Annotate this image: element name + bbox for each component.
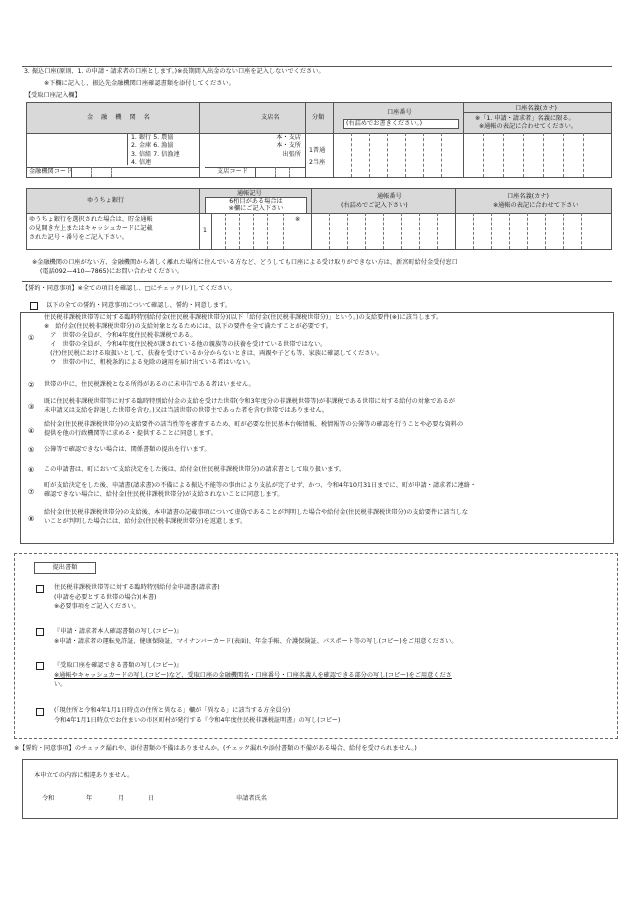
pledge-item-1: 住民税非課税世帯等に対する臨時特別給付金(住民税非課税世帯分)(以下「給付金(住民税非課税世帯分)」という。)の支給要件(※)に該当します。 ※ 給付金(住民税非課税世帯分)の支給対象となるためには、以下の要件を全て満たすことが必要です。 ア 世帯の全員が、令和4年度住民税非課税である。 イ 世帯の全員が、令和4年度住民税が課されている他の親族等の扶養を受けている世帯ではない。 (注)住民税における取扱いとして、扶養を受けているか分からないときは、両親や子ども等、家族に確認してください。 ウ 世帯の中に、租税条約による免除の適用を届け出ている者はいない。 xyxy=(44,314,443,366)
name-subheader-1: ※「1. 申請・請求者」名義に限る。 xyxy=(475,115,575,122)
doc-item-1: 住民税非課税世帯等に対する臨時特別給付金申請書(請求書) (申請を必要とする世帯の場合)(本書) ※必要事項をご記入ください。 xyxy=(54,584,220,611)
yucho-no-header: 通帳番号 xyxy=(377,193,402,200)
name-subheader-2: ※通帳の表記に合わせてください。 xyxy=(479,123,577,130)
bank-kind-4: 4. 信連 xyxy=(131,159,152,167)
branch-kind-2: 本・支所 xyxy=(276,142,301,150)
branch-kind-1: 本・支店 xyxy=(276,134,301,141)
doc-checkbox-3[interactable] xyxy=(36,662,44,670)
sign-name-label: 申請者氏名 xyxy=(236,795,267,802)
yucho-header: ゆうちょ銀行 xyxy=(87,197,125,204)
yucho-desc-1: ゆうちょ銀行を選択された場合は、貯金通帳 xyxy=(29,216,153,223)
pledge-num-4: ④ xyxy=(28,427,35,435)
pledge-item-2: 世帯の中に、住民税課税となる所得があるのに未申告である者はいません。 xyxy=(44,381,255,388)
acct-header: 口座番号 xyxy=(387,109,412,116)
doc-item-2: 『申請・請求者本人確認書類の写し(コピー)』 ※申請・請求者の運転免許証、健康保険証、マイナンバーカード(表面)、年金手帳、介護保険証、パスポート等の写し(コピー)をご用意ください。 xyxy=(54,628,458,645)
pledge-num-7: ⑦ xyxy=(28,488,35,496)
yucho-name-header: 口座名義(カナ) xyxy=(507,193,549,200)
bank-kind-3: 3. 信組 7. 信漁連 xyxy=(131,150,180,158)
sec3-label: 【受取口座記入欄】 xyxy=(25,92,81,99)
doc-checkbox-1[interactable] xyxy=(36,585,44,593)
branch-kind-3: 出張所 xyxy=(282,150,301,158)
type-current: 2当座 xyxy=(309,158,326,166)
yucho-table xyxy=(26,188,612,250)
pledge-num-1: ① xyxy=(28,334,35,342)
doc-item-3: 『受取口座を確認できる書類の写し(コピー)』 ※通帳やキャッシュカードの写し(コピー)など、受取口座の金融機関名・口座番号・口座名義人を確認できる部分の写し(コピー)をご用意くださ い。 xyxy=(54,662,452,689)
yucho-one: 1 xyxy=(203,227,207,234)
sign-text: 本申立ての内容に相違ありません。 xyxy=(34,772,134,779)
sign-year: 年 xyxy=(86,795,93,802)
yucho-name-sub: ※通帳の表記に合わせて下さい xyxy=(493,202,579,209)
kigo-sub-1: 6桁目がある場合は xyxy=(229,198,283,205)
pledge-checkbox[interactable] xyxy=(30,302,38,310)
acct-subheader: (右詰めでお書きください。) xyxy=(343,119,459,129)
sec3-title: 3. 振込口座(原則、1. の申請・請求者の口座とします。)※長期間入出金のない口座を記入しないでください。 xyxy=(24,68,325,75)
bank-kind-2: 2. 金庫 6. 漁協 xyxy=(131,142,174,150)
pledge-num-3: ③ xyxy=(28,403,35,411)
kigo-sub-2: ※欄にご記入下さい xyxy=(228,205,284,213)
pledge-confirm-text: 以下の全ての誓約・同意事項について確認し、誓約・同意します。 xyxy=(46,302,232,309)
sec3-note: ※下欄に記入し、振込先金融機関口座確認書類を添付してください。 xyxy=(44,80,235,87)
pledge-num-5: ⑤ xyxy=(28,446,35,454)
bank-kind-1: 1. 銀行 5. 農協 xyxy=(131,134,174,141)
pledge-num-8: ⑧ xyxy=(28,515,35,523)
pledge-item-4: 給付金(住民税非課税世帯分)の支給要件の該当性等を審査するため、町が必要な住民基本台帳情報、税情報等の公簿等の確認を行うことや必要な資料の 提供を他の行政機関等に求める・提供することに同意します。 xyxy=(44,421,464,437)
bank-code-label: 金融機関コード xyxy=(29,168,73,175)
doc-checkbox-2[interactable] xyxy=(36,628,44,636)
yucho-mark: ※ xyxy=(295,216,301,223)
pledge-item-7: 町が支給決定をした後、申請書(請求書)の不備による振込不能等の事由により支払が完了せず、かつ、令和4年10月31日までに、町が申請・請求者に連絡・ 確認できない場合に、給付金(住民税非課税世帯分)が支給されないことに同意します。 xyxy=(44,482,477,498)
pledge-num-2: ② xyxy=(28,381,35,389)
pledge-item-8: 給付金(住民税非課税世帯分)の支給後、本申請書の記載事項について虚偽であることが判明した場合や給付金(住民税非課税世帯分)の支給要件に該当しな いことが判明した場合には、給付金(住民税非課税世帯分)を返還します。 xyxy=(44,509,469,525)
name-header: 口座名義(カナ) xyxy=(515,105,557,112)
pledge-title: 【誓約・同意事項】※全ての項目を確認し、□にチェック(レ)してください。 xyxy=(22,285,236,292)
branch-code-label: 支店コード xyxy=(217,168,248,175)
doc-item-4: (「現住所と令和4年1月1日時点の住所と異なる」欄が「異なる」に該当する方全員分) 令和4年1月1日時点でお住まいの市区町村が発行する『令和4年度住民税非課税証明書』の写し(コピー) xyxy=(54,707,341,724)
yucho-desc-3: された記号・番号をご記入下さい。 xyxy=(29,233,128,241)
pledge-item-5: 公簿等で確認できない場合は、関係書類の提出を行います。 xyxy=(44,446,211,453)
sign-era: 令和 xyxy=(42,795,55,802)
branch-header: 支店名 xyxy=(261,114,280,121)
type-header: 分類 xyxy=(312,114,325,121)
pledge-item-6: この申請書は、町において支給決定をした後は、給付金(住民税非課税世帯分)の請求書として取り扱います。 xyxy=(44,466,346,473)
pledge-item-3: 既に住民税非課税世帯等に対する臨時特別給付金の支給を受けた世帯(令和3年度分の非課税世帯等)が非課税である世帯に対する給付の対象であるが 未申請又は支給を辞退した世帯を含む。)又は当該世帯の世帯主であった者を含む世帯ではありません。 xyxy=(44,398,455,414)
bottom-note: ※【誓約・同意事項】のチェック漏れや、添付書類の不備はありませんか。(チェック漏れや添付書類の不備がある場合、給付を受けられません。) xyxy=(14,745,417,752)
type-ordinary: 1普通 xyxy=(309,147,326,154)
sign-name-field[interactable] xyxy=(290,784,590,804)
doc-checkbox-4[interactable] xyxy=(36,708,44,716)
bank-table xyxy=(26,102,612,178)
pledge-num-6: ⑥ xyxy=(28,466,35,474)
bank-note-1: ※金融機関の口座がない方、金融機関から著しく離れた場所に住んでいる方など、どうしても口座による受け取りができない方は、新宮町給付金受付窓口 xyxy=(32,259,458,266)
sign-month: 月 xyxy=(118,795,125,802)
bank-note-2: (電話092—410—7865)にお問い合わせください。 xyxy=(40,268,184,275)
docs-title: 提出書類 xyxy=(34,562,96,574)
bank-name-header: 金 融 機 関 名 xyxy=(87,114,153,121)
top-rule xyxy=(22,66,612,67)
yucho-desc-2: の見開き左上またはキャッシュカードに記載 xyxy=(29,224,153,232)
yucho-no-sub: (右詰めでご記入下さい) xyxy=(341,202,408,209)
sign-day: 日 xyxy=(148,795,155,802)
kigo-header: 通帳記号 xyxy=(237,190,262,197)
